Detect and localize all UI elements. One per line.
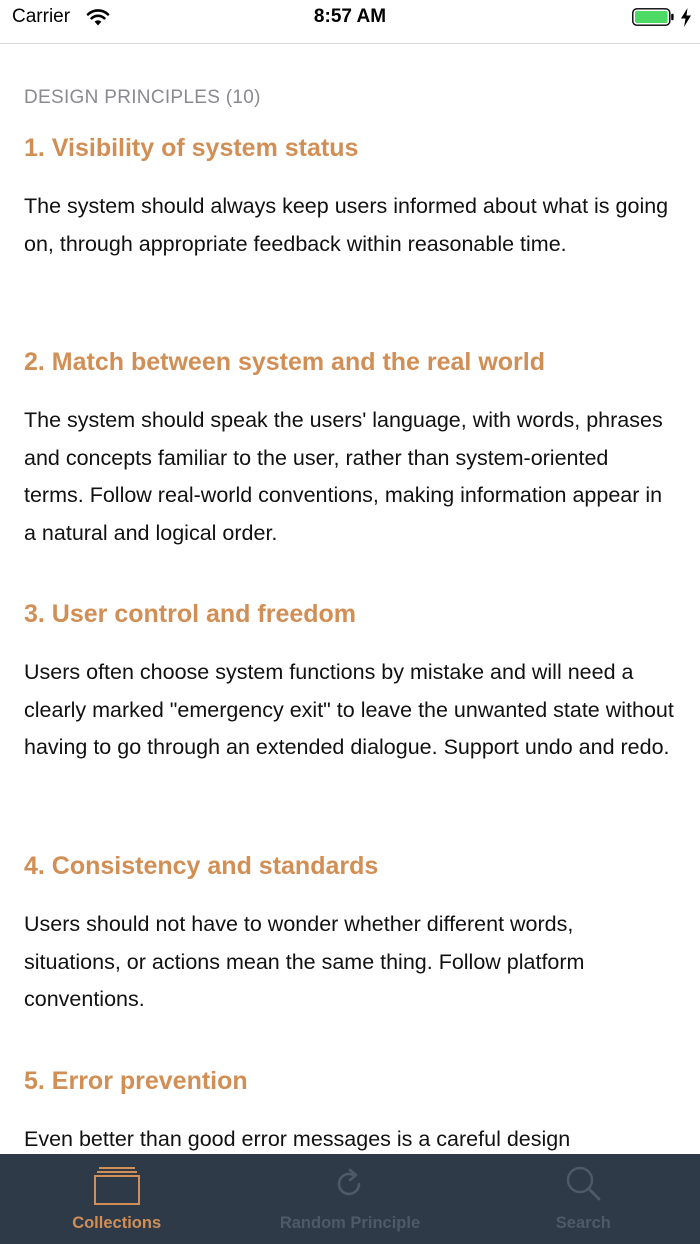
battery-icon xyxy=(632,8,674,26)
principles-list[interactable] xyxy=(0,44,700,1154)
tab-label: Search xyxy=(555,1214,611,1232)
search-icon xyxy=(558,1162,608,1208)
principle-item[interactable] xyxy=(24,1065,674,1154)
collections-icon xyxy=(92,1162,142,1208)
charging-bolt-icon xyxy=(680,8,692,27)
tab-label: Collections xyxy=(72,1214,162,1232)
principle-title: 4. Consistency and standards xyxy=(24,852,379,880)
principle-item[interactable] xyxy=(24,598,674,767)
principle-item[interactable] xyxy=(24,850,674,1019)
principle-item[interactable] xyxy=(24,346,674,552)
section-header: DESIGN PRINCIPLES (10) xyxy=(24,87,261,108)
principle-body: The system should always keep users informed about what is going on, through appropriate feedback within reasonable time. xyxy=(24,194,669,256)
principle-title: 2. Match between system and the real world xyxy=(24,348,545,376)
status-time: 8:57 AM xyxy=(313,6,387,27)
tab-label: Random Principle xyxy=(279,1214,421,1232)
principle-body: Even better than good error messages is a careful design xyxy=(24,1127,571,1151)
principle-body: Users should not have to wonder whether different words, situations, or actions mean the same thing. Follow platform conventions. xyxy=(24,912,585,1011)
tab-bar xyxy=(0,1154,700,1244)
carrier-label: Carrier xyxy=(12,6,71,27)
tab-search[interactable] xyxy=(467,1154,700,1244)
principle-body: The system should speak the users' language, with words, phrases and concepts familiar to the user, rather than system-oriented terms. Follow real-world conventions, making information appear in a natural and logical order. xyxy=(24,408,663,545)
principle-item[interactable] xyxy=(24,132,674,263)
principle-title: 1. Visibility of system status xyxy=(24,134,359,162)
tab-collections[interactable] xyxy=(0,1154,233,1244)
principle-body: Users often choose system functions by mistake and will need a clearly marked "emergency exit" to leave the unwanted state without having to go through an extended dialogue. Support undo and redo. xyxy=(24,660,674,759)
refresh-icon xyxy=(325,1162,375,1208)
principle-title: 5. Error prevention xyxy=(24,1067,248,1095)
status-bar xyxy=(0,0,700,44)
tab-random-principle[interactable] xyxy=(233,1154,466,1244)
principle-title: 3. User control and freedom xyxy=(24,600,357,628)
